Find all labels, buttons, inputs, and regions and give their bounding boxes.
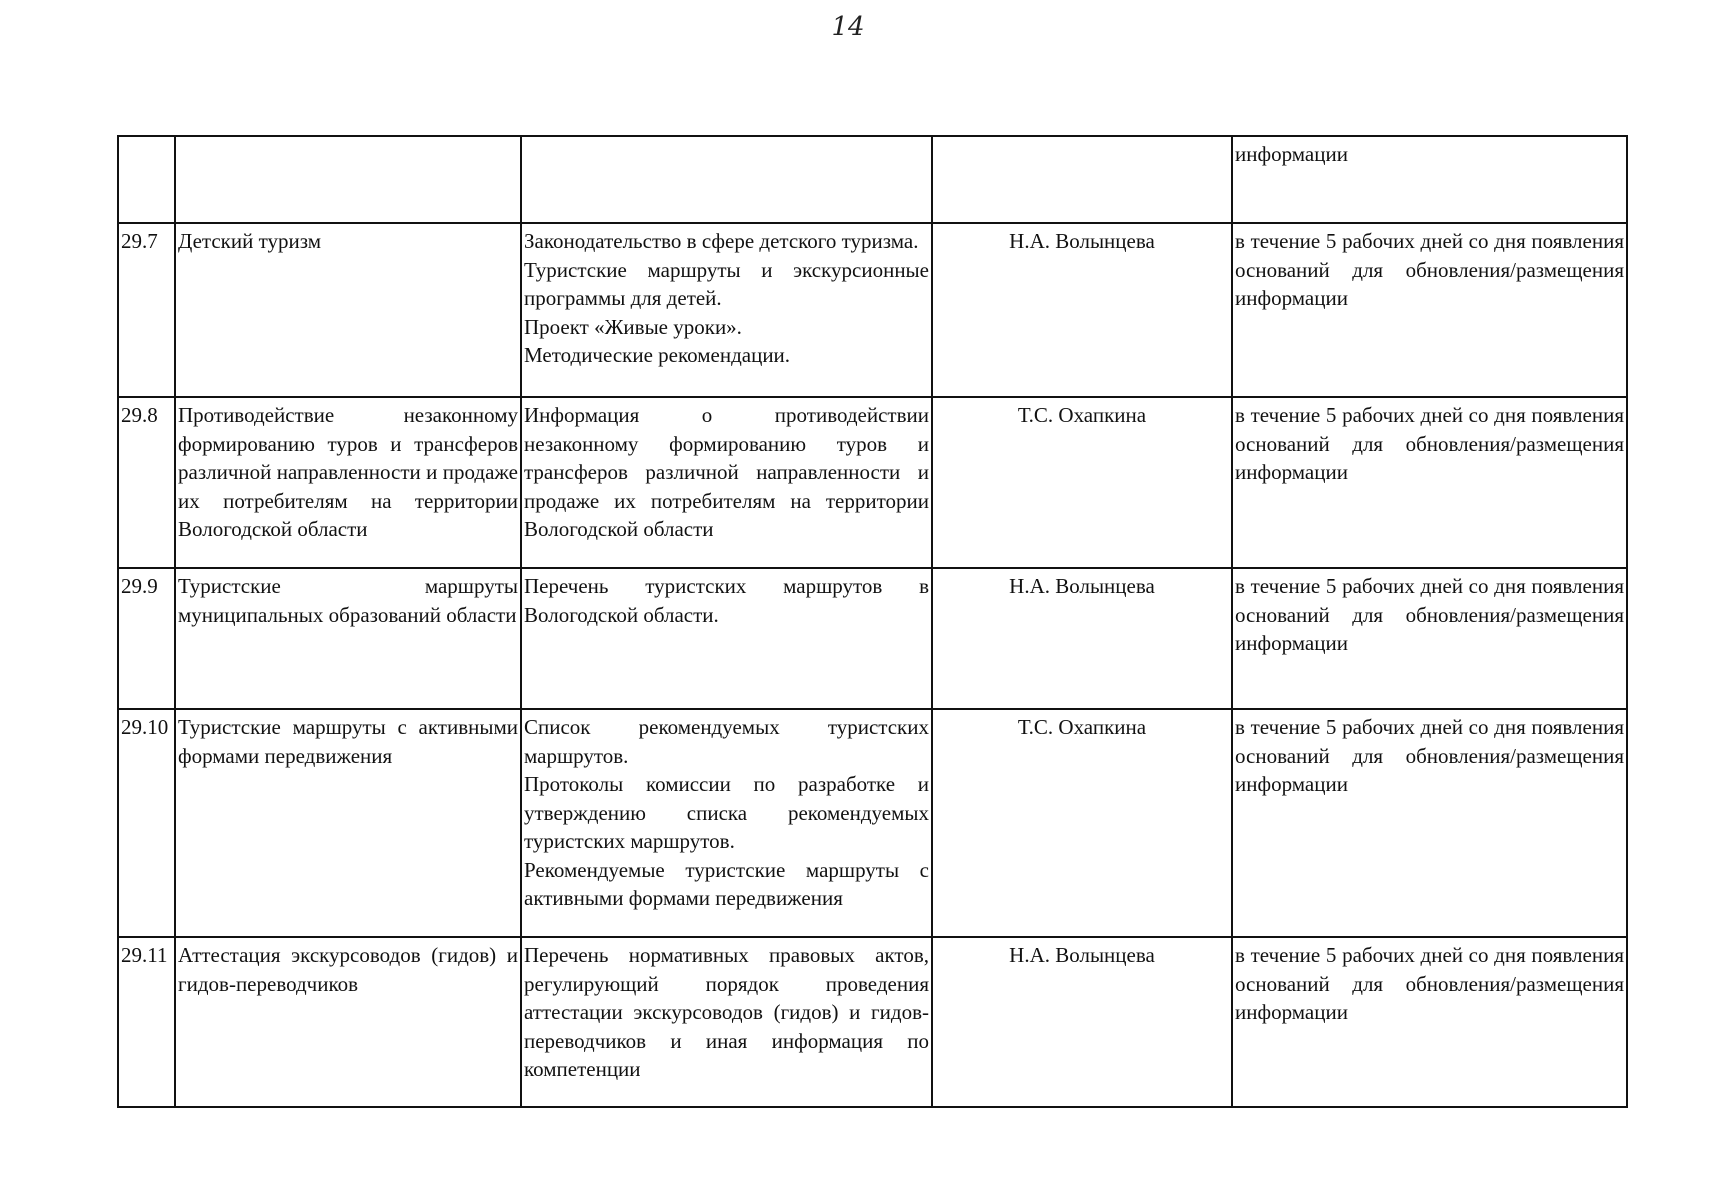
table-row-29-10 <box>118 709 1627 937</box>
document-table <box>117 135 1628 1108</box>
row-number: 29.7 <box>118 223 175 397</box>
responsible-person: Т.С. Охапкина <box>932 709 1232 937</box>
section-name: Туристские маршруты с активными формами передвижения <box>175 709 521 937</box>
responsible-person: Т.С. Охапкина <box>932 397 1232 568</box>
content-description <box>521 937 932 1107</box>
table-row-29-9 <box>118 568 1627 709</box>
content-description <box>521 568 932 709</box>
row-number: 29.9 <box>118 568 175 709</box>
table-row-29-8 <box>118 397 1627 568</box>
update-deadline: в течение 5 рабочих дней со дня появления оснований для обновления/размещения информации <box>1232 223 1627 397</box>
update-deadline: в течение 5 рабочих дней со дня появления оснований для обновления/размещения информации <box>1232 397 1627 568</box>
update-deadline: в течение 5 рабочих дней со дня появления оснований для обновления/размещения информации <box>1232 709 1627 937</box>
content-line: Туристские маршруты и экскурсионные программы для детей. <box>524 257 929 310</box>
section-name: Туристские маршруты муниципальных образований области <box>175 568 521 709</box>
content-line: Список рекомендуемых туристских маршрутов. <box>524 715 929 768</box>
responsible-person <box>932 136 1232 223</box>
content-description <box>521 136 932 223</box>
table-row-29-7 <box>118 223 1627 397</box>
content-description <box>521 709 932 937</box>
content-line: Методические рекомендации. <box>524 343 791 367</box>
row-number: 29.10 <box>118 709 175 937</box>
section-name: Детский туризм <box>175 223 521 397</box>
row-number <box>118 136 175 223</box>
content-line: Информация о противодействии незаконному формированию туров и трансферов различной направленности и продаже их потребителям на территории Вологодской области <box>524 403 929 541</box>
page-number: 14 <box>831 12 865 42</box>
content-line: Проект «Живые уроки». <box>524 314 742 339</box>
content-line: Протоколы комиссии по разработке и утверждению списка рекомендуемых туристских маршрутов. <box>524 772 929 853</box>
responsible-person: Н.А. Волынцева <box>932 937 1232 1107</box>
row-number: 29.11 <box>118 937 175 1107</box>
table-row-continuation <box>118 136 1627 223</box>
content-description <box>521 223 932 397</box>
update-deadline: в течение 5 рабочих дней со дня появления оснований для обновления/размещения информации <box>1232 568 1627 709</box>
update-deadline: информации <box>1232 136 1627 223</box>
content-line: Перечень туристских маршрутов в Вологодской области. <box>524 574 929 627</box>
section-name <box>175 136 521 223</box>
content-line: Рекомендуемые туристские маршруты с активными формами передвижения <box>524 857 929 910</box>
responsible-person: Н.А. Волынцева <box>932 223 1232 397</box>
update-deadline: в течение 5 рабочих дней со дня появления оснований для обновления/размещения информации <box>1232 937 1627 1107</box>
row-number: 29.8 <box>118 397 175 568</box>
content-description <box>521 397 932 568</box>
table-row-29-11 <box>118 937 1627 1107</box>
responsible-person: Н.А. Волынцева <box>932 568 1232 709</box>
content-line: Законодательство в сфере детского туризма. <box>524 229 919 253</box>
section-name: Аттестация экскурсоводов (гидов) и гидов-переводчиков <box>175 937 521 1107</box>
content-line: Перечень нормативных правовых актов, регулирующий порядок проведения аттестации экскурсоводов (гидов) и гидов-переводчиков и иная информация по компетенции <box>524 943 929 1081</box>
section-name: Противодействие незаконному формированию туров и трансферов различной направленности и продаже их потребителям на территории Вологодской области <box>175 397 521 568</box>
